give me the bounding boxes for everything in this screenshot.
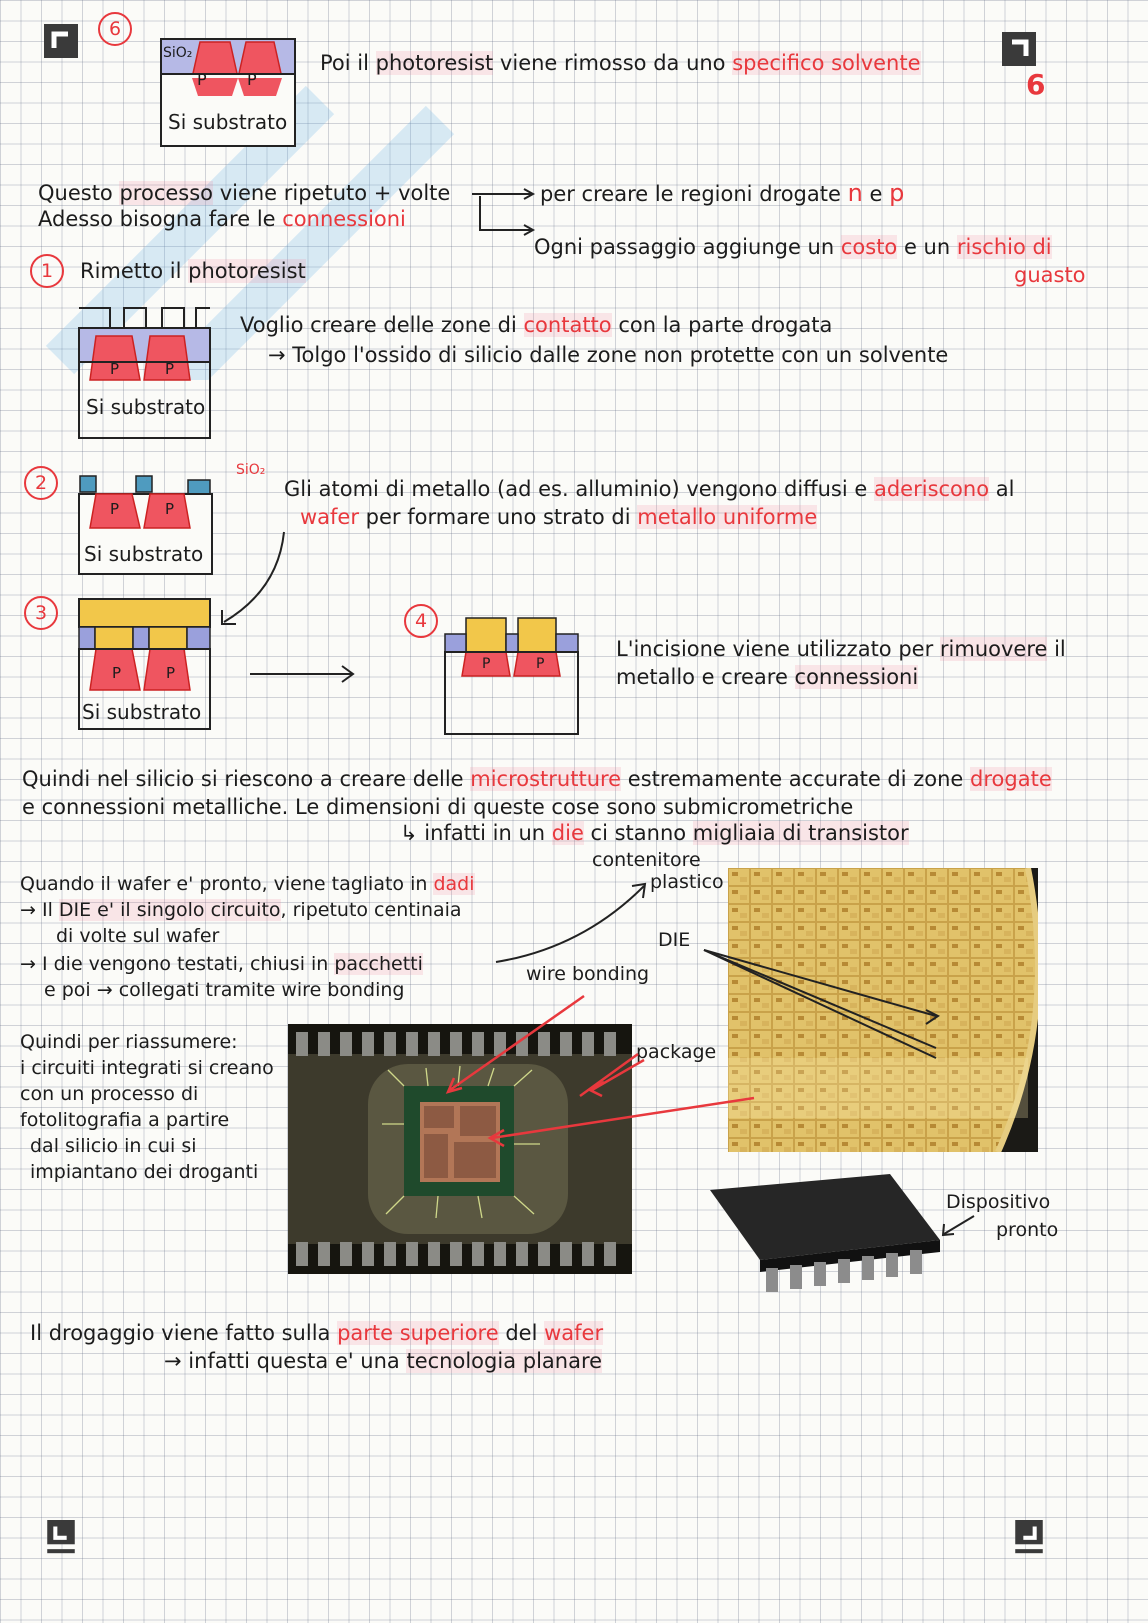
arrow-right-icon: → [20,899,42,921]
arrow-to-device [938,1210,978,1240]
p-label-4a: P [482,656,491,672]
note-connections: Adesso bisogna fare le connessioni [38,207,406,231]
arrow-right-icon: → [164,1349,189,1373]
callout-device: Dispositivo [946,1191,1051,1213]
note-wafer-1: Quando il wafer e' pronto, viene tagliato in dadi [20,873,475,895]
p-label-1b: P [165,360,175,378]
arrow-right-icon: → [268,343,293,367]
ready-device-photo [700,1170,950,1300]
note-photoresist-removed: Poi il photoresist viene rimosso da uno specifico solvente [320,51,921,75]
diagram-step-1 [78,306,212,440]
note-metal-2: wafer per formare uno strato di metallo uniforme [300,505,818,529]
substrate-label-3: Si substrato [82,700,202,724]
callout-plastic: plastico [650,871,724,893]
arrow-branch [470,186,540,240]
p-label-top-2: P [247,70,257,89]
p-label-top-1: P [197,70,207,89]
note-regions: per creare le regioni drogate n e p [540,179,905,207]
arrow-to-step-4 [248,660,358,684]
substrate-label-2: Si substrato [84,542,204,566]
note-summary-3: con un processo di [20,1083,199,1105]
step-three-marker: 3 [24,596,58,630]
note-wafer-2: → Il DIE e' il singolo circuito, ripetuto centinaia [20,899,462,921]
callout-die: DIE [658,929,691,951]
note-summary-4: fotolitografia a partire [20,1109,230,1131]
arrow-to-step-3 [218,530,288,630]
corner-mark-bottom-right-icon [1012,1520,1046,1554]
step-two-marker: 2 [24,466,58,500]
note-wafer-4: → I die vengono testati, chiusi in pacchetti [20,953,423,975]
note-summary-2: i circuiti integrati si creano [20,1057,274,1079]
p-label-3b: P [166,664,176,682]
note-summary-5: dal silicio in cui si [30,1135,197,1157]
callout-ready: pronto [996,1219,1059,1241]
note-etch-1: L'incisione viene utilizzato per rimuovere il [616,637,1066,661]
note-contact-1: Voglio creare delle zone di contatto con la parte drogata [240,313,833,337]
step-one-marker: 1 [30,254,64,288]
substrate-label-top: Si substrato [168,110,288,134]
corner-mark-bottom-left-icon [44,1520,78,1554]
p-label-4b: P [536,656,545,672]
substrate-label-1: Si substrato [86,395,206,419]
note-metal-1: Gli atomi di metallo (ad es. alluminio) vengono diffusi e aderiscono al [284,477,1015,501]
note-contact-2: → Tolgo l'ossido di silicio dalle zone non protette con un solvente [268,343,949,367]
callout-wire-bonding: wire bonding [526,963,650,985]
note-cost-risk-2: guasto [1014,263,1086,287]
note-micro-1: Quindi nel silicio si riescono a creare delle microstrutture estremamente accurate di zone drogate [22,767,1052,791]
note-etch-2: metallo e creare connessioni [616,665,919,689]
arrow-to-container [492,878,652,968]
note-doping-2: → infatti questa e' una tecnologia planare [164,1349,603,1373]
page-number: 6 [1026,68,1046,101]
corner-mark-top-left-icon [44,24,78,58]
note-wafer-3: di volte sul wafer [56,925,220,947]
note-doping-1: Il drogaggio viene fatto sulla parte superiore del wafer [30,1321,604,1345]
sio2-label-top: SiO₂ [163,45,193,61]
sio2-label-2: SiO₂ [236,462,266,478]
note-summary-1: Quindi per riassumere: [20,1031,238,1053]
note-wafer-5: e poi → collegati tramite wire bonding [44,979,405,1001]
red-pointer-arrows [430,990,760,1160]
callout-package: package [636,1041,717,1063]
note-cost-risk: Ogni passaggio aggiunge un costo e un rischio di [534,235,1052,259]
step-six-marker: 6 [98,12,132,46]
note-step1-title: Rimetto il photoresist [80,259,306,283]
note-summary-6: impiantano dei droganti [30,1161,259,1183]
arrow-right-icon: → [20,953,42,975]
note-process-repeated: Questo processo viene ripetuto + volte [38,181,451,205]
corner-mark-top-right-icon [1002,32,1036,66]
p-label-1a: P [110,360,120,378]
note-micro-3: ↳ infatti in un die ci stanno migliaia di transistor [400,821,909,845]
callout-container: contenitore [592,849,701,871]
diagram-step-4 [444,612,580,736]
p-label-2b: P [165,500,175,518]
return-arrow-icon: ↳ [400,821,425,845]
note-micro-2: e connessioni metalliche. Le dimensioni di queste cose sono submicrometriche [22,795,854,819]
p-label-3a: P [112,664,122,682]
step-four-marker: 4 [404,604,438,638]
p-label-2a: P [110,500,120,518]
